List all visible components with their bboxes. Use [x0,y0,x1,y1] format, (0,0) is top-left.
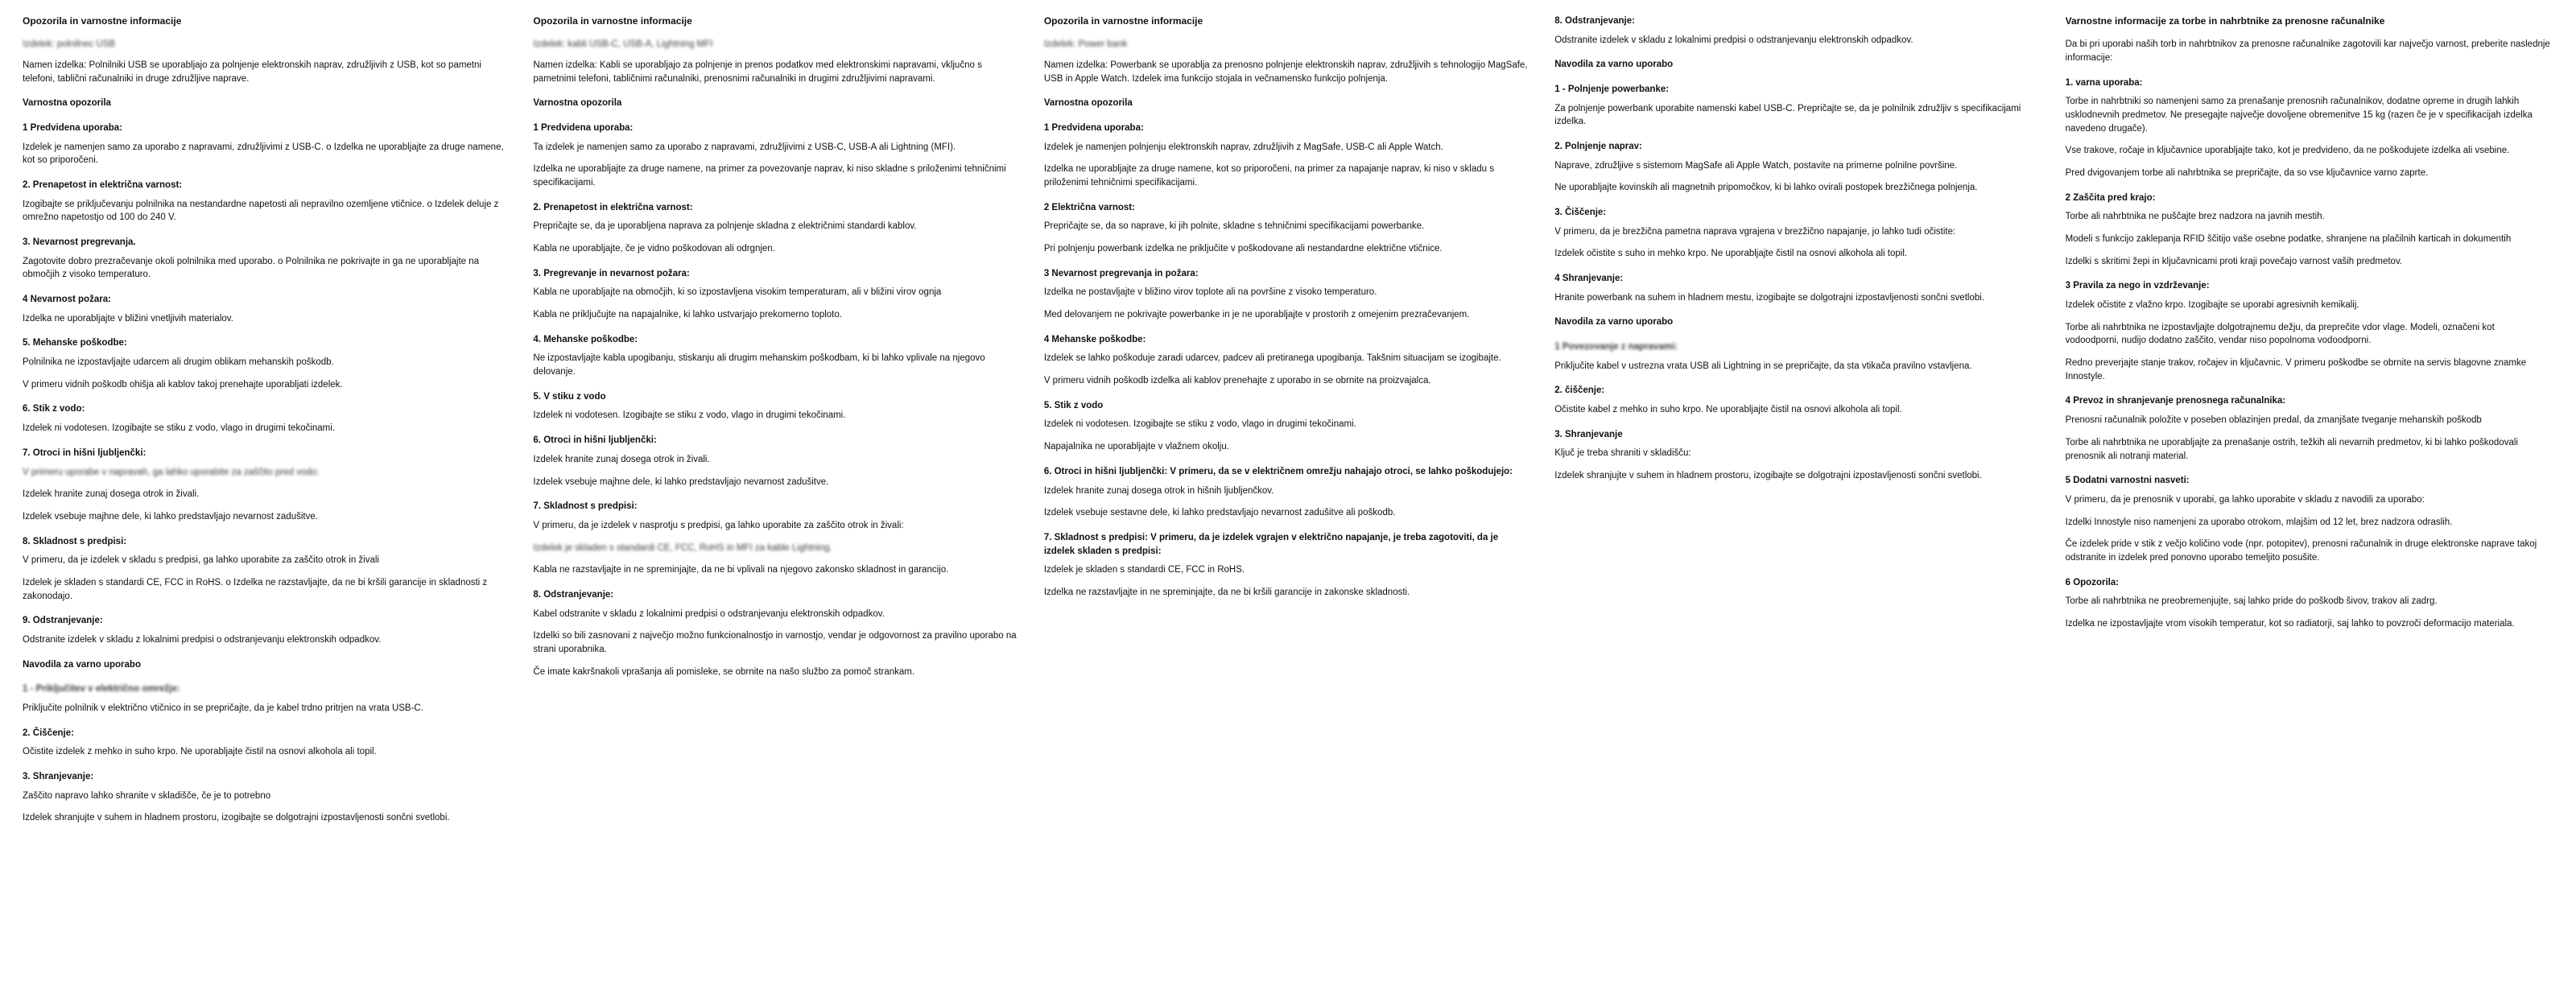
paragraph: V primeru, da je izdelek v nasprotju s predpisi, ga lahko uporabite za zaščito otrok in živali: [533,520,904,530]
paragraph: Namen izdelka: Polnilniki USB se uporabljajo za polnjenje elektronskih naprav, združljivih z USB, kot so pametni telefoni, tablični računalniki in druge združljive naprave. [23,60,481,84]
section-heading: 1 Predvidena uporaba: [1043,123,1144,134]
section-heading: 1 - Priključitev v električno omrežje: [23,684,180,695]
section-heading: 7. Skladnost s predpisi: [533,501,638,512]
section-heading: 1 Predvidena uporaba: [23,123,122,134]
section-heading: 3. Čiščenje: [1554,208,1607,218]
paragraph: Napajalnika ne uporabljajte v vlažnem okolju. [1043,442,1229,452]
section-heading: Navodila za varno uporabo [1554,317,1674,328]
section-heading: 2. Prenapetost in električna varnost: [533,202,693,212]
column-title: Opozorila in varnostne informacije [533,15,692,27]
paragraph: Izdelek hranite zunaj dosega otrok in živali. [533,454,710,464]
paragraph: Izdelek shranjujte v suhem in hladnem prostoru, izogibajte se dolgotrajni izpostavljenosti sončni svetlobi. [23,813,450,823]
paragraph: Med delovanjem ne pokrivajte powerbanke in je ne uporabljajte v prostorih z omejenim prezračevanjem. [1043,310,1470,320]
paragraph: Izdelek je skladen s standardi CE, FCC in RoHS. o Izdelka ne razstavljajte, da ne bi kršili garancije in skladnosti z zakonodajo. [23,577,488,601]
paragraph: V primeru, da je izdelek v skladu s predpisi, ga lahko uporabite za zaščito otrok in živali [23,555,379,566]
paragraph: Izdelek očistite z vlažno krpo. Izogibajte se uporabi agresivnih kemikalij. [2065,300,2359,311]
section-heading: Varnostna opozorila [533,98,622,109]
paragraph: Izdelki so bili zasnovani z največjo možno funkcionalnostjo in varnostjo, vendar je odgovornost za pravilno uporabo na strani uporabnika. [533,631,1017,654]
column-3 [1033,14,1543,608]
product-name: Izdelek: kabli USB-C, USB-A, Lightning MFI [533,39,713,50]
paragraph: Torbe in nahrbtniki so namenjeni samo za prenašanje prenosnih računalnikov, dodatne opreme in drugih lahkih usklodnevnih predmetov. Ne presegajte največje dovoljene obremenitve 15 kg (razen če je v specifikacijah izdelka navedeno drugače). [2065,97,2533,134]
paragraph: Polnilnika ne izpostavljajte udarcem ali drugim oblikam mehanskih poškodb. [23,357,334,368]
section-heading: Varnostna opozorila [1043,98,1133,109]
section-heading: 5. Stik z vodo [1043,400,1104,410]
section-heading: 5 Dodatni varnostni nasveti: [2065,476,2190,486]
paragraph: Če imate kakršnakoli vprašanja ali pomislekе, se obrnite na našo službo za pomoč strankam. [533,666,915,677]
column-title: Opozorila in varnostne informacije [1043,15,1203,27]
paragraph: Prepričajte se, da je uporabljena naprava za polnjenje skladna z električnimi standardi kablov. [533,221,917,232]
paragraph: Če izdelek pride v stik z večjo količino vode (npr. potopitev), prenosni računalnik in druge elektronske naprave takoj odstranite in izdelek pred ponovno uporabo temeljito posušite. [2065,539,2537,563]
paragraph: Izdelka ne uporabljajte za druge namene, kot so priporočeni, na primer za napajanje naprav, ki niso v skladu s priloženimi tehničnimi specifikacijami. [1043,164,1494,188]
section-heading: 4. Mehanske poškodbe: [533,334,638,344]
paragraph: Kabel odstranite v skladu z lokalnimi predpisi o odstranjevanju elektronskih odpadkov. [533,608,885,619]
section-heading: 1 - Polnjenje powerbanke: [1554,85,1670,95]
paragraph: Izdelki Innostyle niso namenjeni za uporabo otrokom, mlajšim od 12 let, brez nadzora odraslih. [2065,517,2453,527]
paragraph: Torbe ali nahrbtnika ne puščajte brez nadzora na javnih mestih. [2065,212,2325,222]
paragraph: Izdelek shranjujte v suhem in hladnem prostoru, izogibajte se dolgotrajni izpostavljenosti sončni svetlobi. [1554,471,1982,481]
section-heading: 3. Nevarnost pregrevanja. [23,237,136,248]
paragraph: Izdelek vsebuje sestavne dele, ki lahko predstavljajo nevarnost zadušitve ali poškodb. [1043,508,1396,518]
section-heading: Navodila za varno uporabo [23,659,141,670]
paragraph: Torbe ali nahrbtnika ne izpostavljajte dolgotrajnemu dežju, da preprečite vdor vlage. Modeli, označeni kot vodoodporni, nudijo dodatno zaščito, vendar niso popolnoma vodoodporni. [2065,322,2495,346]
section-heading: Varnostna opozorila [23,98,111,109]
paragraph: Prepričajte se, da so naprave, ki jih polnite, skladne s tehničnimi specifikacijami powerbanke. [1043,221,1425,232]
section-heading: 4 Nevarnost požara: [23,295,111,305]
paragraph: Torbe ali nahrbtnika ne uporabljajte za prenašanje ostrih, težkih ali nevarnih predmetov, ki bi lahko poškodovali prenosnik ali notranji material. [2065,437,2518,461]
section-heading: 7. Skladnost s predpisi: V primeru, da je izdelek vgrajen v električno napajanje, je treba zagotoviti, da je izdelek skladen s predpisi: [1043,532,1499,556]
column-1 [11,14,522,834]
section-heading: 2. Čiščenje: [23,728,74,738]
section-heading: 6. Stik z vodo: [23,404,85,414]
paragraph: Namen izdelka: Kabli se uporabljajo za polnjenje in prenos podatkov med elektronskimi napravami, vključno s pametnimi telefoni, tabličnimi računalniki, prenosnimi računalniki in drugimi združljivimi napravami. [533,60,982,84]
paragraph: Izdelka ne uporabljajte za druge namene, na primer za povezovanje naprav, ki niso skladne s priloženimi tehničnimi specifikacijami. [533,164,1006,188]
section-heading: 3. Pregrevanje in nevarnost požara: [533,268,690,278]
paragraph: Ta izdelek je namenjen samo za uporabo z napravami, združljivimi z USB-C, USB-A ali Lightning (MFI). [533,142,956,152]
column-5 [2054,14,2565,640]
section-heading: 8. Odstranjevanje: [533,589,614,600]
column-title: Varnostne informacije za torbe in nahrbtnike za prenosne računalnike [2065,15,2385,27]
paragraph: Namen izdelka: Powerbank se uporablja za prenosno polnjenje elektronskih naprav, združljivih s tehnologijo MagSafe, USB in Apple Watch. Izdelek ima funkcijo stojala in večnamensko funkcijo polnjenja. [1043,60,1528,84]
section-heading: 8. Skladnost s predpisi: [23,536,127,546]
paragraph: Izdelek ni vodotesen. Izogibajte se stiku z vodo, vlago in drugimi tekočinami. [1043,419,1356,430]
section-heading: 6. Otroci in hišni ljubljenčki: [533,435,657,446]
section-heading: 2 Električna varnost: [1043,202,1135,212]
section-heading: 8. Odstranjevanje: [1554,16,1635,26]
paragraph: V primeru vidnih poškodb ohišja ali kablov takoj prenehajte uporabljati izdelek. [23,379,343,390]
paragraph: Kabla ne uporabljajte na območjih, ki so izpostavljena visokim temperaturam, ali v bližini virov ognja [533,287,942,298]
paragraph: Izdelek hranite zunaj dosega otrok in živali. [23,489,200,500]
paragraph: Izdelek ni vodotesen. Izogibajte se stiku z vodo, vlago in drugimi tekočinami. [533,410,846,421]
paragraph: Ključ je treba shraniti v skladišču: [1554,448,1691,459]
paragraph: Odstranite izdelek v skladu z lokalnimi predpisi o odstranjevanju elektronskih odpadkov. [1554,35,1913,45]
paragraph: Priključite polnilnik v električno vtičnico in se prepričajte, da je kabel trdno pritrjen na vrata USB-C. [23,703,423,713]
section-heading: 3 Nevarnost pregrevanja in požara: [1043,268,1199,278]
paragraph: Izdelek je namenjen samo za uporabo z napravami, združljivimi z USB-C. o Izdelka ne uporabljajte za druge namene, kot so priporočeni. [23,142,504,166]
section-heading: 5. V stiku z vodo [533,391,606,402]
section-heading: 7. Otroci in hišni ljubljenčki: [23,447,147,458]
paragraph: V primeru, da je brezžična pametna naprava vgrajena v brezžično napajanje, jo lahko tudi očistite: [1554,226,1956,237]
paragraph: Izdelek se lahko poškoduje zaradi udarcev, padcev ali pretiranega upogibanja. Takšnim situacijam se izogibajte. [1043,353,1501,364]
paragraph: Zagotovite dobro prezračevanje okoli polnilnika med uporabo. o Polnilnika ne pokrivajte in ga ne uporabljajte na območjih z visoko temperaturo. [23,256,480,280]
section-heading: 1 Povezovanje z napravami: [1554,342,1678,353]
section-heading: 2. Prenapetost in električna varnost: [23,180,183,191]
paragraph: Modeli s funkcijo zaklepanja RFID ščitijo vaše osebne podatke, shranjene na plačilnih karticah in dokumentih [2065,234,2512,245]
paragraph: Za polnjenje powerbank uporabite namenski kabel USB-C. Prepričajte se, da je polnilnik združljiv s specifikacijami izdelka. [1554,103,2021,127]
column-2 [522,14,1032,687]
paragraph: Ne uporabljajte kovinskih ali magnetnih pripomočkov, ki bi lahko ovirali postopek brezžičnega polnjenja. [1554,183,1978,193]
paragraph: Zaščito napravo lahko shranite v skladišče, če je to potrebno [23,790,271,801]
paragraph: Očistite izdelek z mehko in suho krpo. Ne uporabljajte čistil na osnovi alkohola ali topil. [23,747,377,757]
paragraph: Pred dvigovanjem torbe ali nahrbtnika se prepričajte, da so vse ključavnice varno zaprte. [2065,168,2429,179]
paragraph: Ne izpostavljajte kabla upogibanju, stiskanju ali drugim mehanskim poškodbam, ki bi lahko vplivale na njegovo delovanje. [533,353,985,377]
paragraph: Pri polnjenju powerbank izdelka ne priključite v poškodovane ali nestandardne električne vtičnice. [1043,244,1443,254]
section-heading: 4 Shranjevanje: [1554,274,1624,284]
section-heading: 3. Shranjevanje: [23,771,94,781]
paragraph: Izdelek je skladen s standardi CE, FCC, RoHS in MFI za kable Lightning. [533,542,832,553]
paragraph: V primeru uporabe v napravah, ga lahko uporabite za zaščito pred vodo: [23,467,320,477]
section-heading: 1. varna uporaba: [2065,77,2143,88]
paragraph: Izdelek je namenjen polnjenju elektronskih naprav, združljivih z MagSafe, USB-C ali Apple Watch. [1043,142,1443,152]
paragraph: V primeru, da je prenosnik v uporabi, ga lahko uporabite v skladu z navodili za uporabo: [2065,494,2425,505]
paragraph: Izdelka ne uporabljajte v bližini vnetljivih materialov. [23,313,233,324]
section-heading: 6 Opozorila: [2065,577,2120,588]
paragraph: Izdelek vsebuje majhne dele, ki lahko predstavljajo nevarnost zadušitve. [23,511,318,522]
paragraph: Kabla ne uporabljajte, če je vidno poškodovan ali odrgnjen. [533,244,775,254]
paragraph: Izdelka ne razstavljajte in ne spreminjajte, da ne bi kršili garancije in zakonske skladnosti. [1043,587,1410,597]
product-name: Izdelek: Power bank [1043,39,1128,50]
paragraph: V primeru vidnih poškodb izdelka ali kablov prenehajte z uporabo in se obrnite na proizvajalca. [1043,376,1431,386]
section-heading: 4 Prevoz in shranjevanje prenosnega računalnika: [2065,396,2286,406]
paragraph: Izogibajte se priključevanju polnilnika na nestandardne napetosti ali nepravilno ozemljene vtičnice. o Izdelek deluje z omrežno napetostjo od 100 do 240 V. [23,199,499,223]
paragraph: Izdelka ne postavljajte v bližino virov toplote ali na površine z visoko temperaturo. [1043,287,1377,298]
paragraph: Izdelek je skladen s standardi CE, FCC in RoHS. [1043,565,1245,575]
section-heading: 3. Shranjevanje [1554,429,1623,439]
paragraph: Izdelki s skritimi žepi in ključavnicami proti kraji povečajo varnost vaših predmetov. [2065,256,2403,266]
section-heading: 9. Odstranjevanje: [23,616,103,626]
paragraph: Izdelek hranite zunaj dosega otrok in hišnih ljubljenčkov. [1043,485,1274,496]
section-heading: 2. Polnjenje naprav: [1554,142,1642,152]
paragraph: Hranite powerbank na suhem in hladnem mestu, izogibajte se dolgotrajni izpostavljenosti sončni svetlobi. [1554,292,1984,303]
paragraph: Priključite kabel v ustrezna vrata USB ali Lightning in se prepričajte, da sta vtikača pravilno vstavljena. [1554,361,1972,371]
paragraph: Naprave, združljive s sistemom MagSafe ali Apple Watch, postavite na primerne polnilne površine. [1554,160,1958,171]
paragraph: Izdelek ni vodotesen. Izogibajte se stiku z vodo, vlago in drugimi tekočinami. [23,423,336,434]
section-heading: 1 Predvidena uporaba: [533,123,634,134]
product-name: Izdelek: polnilnec USB [23,39,116,50]
column-title: Opozorila in varnostne informacije [23,15,182,27]
paragraph: Vse trakove, ročaje in ključavnice uporabljajte tako, kot je predvideno, da ne poškodujete izdelka ali vsebine. [2065,146,2510,156]
section-heading: 4 Mehanske poškodbe: [1043,334,1146,344]
section-heading: 5. Mehanske poškodbe: [23,338,127,348]
paragraph: Očistite kabel z mehko in suho krpo. Ne uporabljajte čistil na osnovi alkohola ali topil. [1554,405,1902,415]
paragraph: Kabla ne priključujte na napajalnike, ki lahko ustvarjajo prekomerno toploto. [533,310,842,320]
section-heading: 6. Otroci in hišni ljubljenčki: V primeru, da se v električnem omrežju nahajajo otroci, se lahko poškodujejo: [1043,466,1513,476]
paragraph: Izdelka ne izpostavljajte vrom visokih temperatur, kot so radiatorji, saj lahko to povzroči deformacijo materiala. [2065,618,2515,629]
paragraph: Kabla ne razstavljajte in ne spreminjajte, da ne bi vplivali na njegovo zakonsko skladnost in garancijo. [533,565,949,575]
paragraph: Torbe ali nahrbtnika ne preobremenjujte, saj lahko pride do poškodb šivov, trakov ali zadrg. [2065,596,2438,607]
paragraph: Da bi pri uporabi naših torb in nahrbtnikov za prenosne računalnike zagotovili kar največjo varnost, preberite naslednje informacije: [2065,39,2550,64]
paragraph: Izdelek vsebuje majhne dele, ki lahko predstavljajo nevarnost zadušitve. [533,476,829,487]
section-heading: Navodila za varno uporabo [1554,60,1674,70]
section-heading: 3 Pravila za nego in vzdrževanje: [2065,281,2210,291]
paragraph: Odstranite izdelek v skladu z lokalnimi predpisi o odstranjevanju elektronskih odpadkov. [23,634,382,645]
paragraph: Prenosni računalnik položite v poseben oblazinjen predal, da zmanjšate tveganje mehanskih poškodb [2065,415,2482,426]
column-4 [1543,14,2054,492]
section-heading: 2. čiščenje: [1554,385,1605,396]
paragraph: Izdelek očistite s suho in mehko krpo. Ne uporabljajte čistil na osnovi alkohola ali topil. [1554,249,1908,259]
paragraph: Redno preverjajte stanje trakov, ročajev in ključavnic. V primeru poškodbe se obrnite na servis blagovne znamke Innostyle. [2065,358,2527,381]
section-heading: 2 Zaščita pred krajo: [2065,192,2156,203]
